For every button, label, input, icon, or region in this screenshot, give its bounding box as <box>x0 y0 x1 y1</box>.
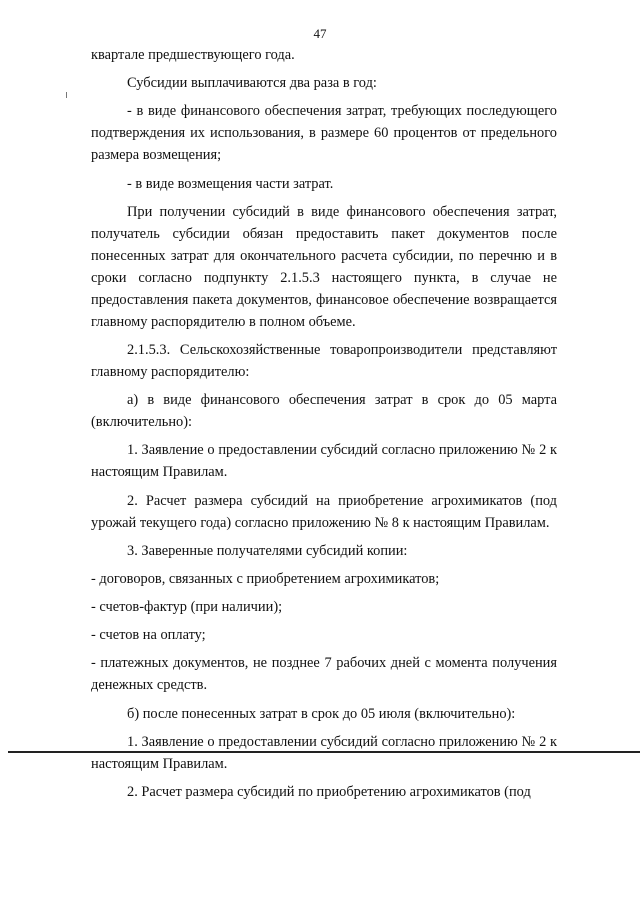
paragraph-subitem-b: б) после понесенных затрат в срок до 05 июля (включительно): <box>127 705 516 722</box>
paragraph-subsidy-payment-schedule: Субсидии выплачиваются два раза в год: <box>127 75 377 92</box>
paragraph-b-item-2: 2. Расчет размера субсидий по приобретению агрохимикатов (под <box>127 784 531 800</box>
list-item-payment-documents: - платежных документов, не позднее 7 рабочих дней с момента получения денежных средств. <box>91 655 557 694</box>
paragraph-section-2-1-5-3: 2.1.5.3. Сельскохозяйственные товаропроизводители представляют главному распорядителю: <box>91 341 557 380</box>
list-item-invoices: - счетов-фактур (при наличии); <box>91 599 283 616</box>
paragraph-financial-provision-item: - в виде финансового обеспечения затрат, требующих последующего подтверждения их использования, в размере 60 процентов от предельного размера возмещения; <box>91 103 557 164</box>
paragraph-documents-obligation: При получении субсидий в виде финансового обеспечения затрат, получатель субсидии обязан предоставить пакет документов после понесенных затрат для окончательного расчета субсидии, по перечню и в сроки согласно подпункту 2.1.5.3 настоящего пункта, в случае не предоставления пакета документов, финансовое обеспечение возвращается главному распорядителю в полном объеме. <box>91 203 557 330</box>
page-number: 47 <box>313 26 327 41</box>
paragraph-a-item-1: 1. Заявление о предоставлении субсидий согласно приложению № 2 к настоящим Правилам. <box>91 442 557 481</box>
bottom-divider <box>8 751 640 753</box>
paragraph-a-item-3: 3. Заверенные получателями субсидий копии: <box>127 542 408 559</box>
paragraph-a-item-2: 2. Расчет размера субсидий на приобретение агрохимикатов (под урожай текущего года) согласно приложению № 8 к настоящим Правилам. <box>91 492 557 531</box>
paragraph-reimbursement-item: - в виде возмещения части затрат. <box>127 175 334 192</box>
paragraph-b-item-1: 1. Заявление о предоставлении субсидий согласно приложению № 2 к настоящим Правилам. <box>91 733 557 772</box>
list-item-contracts: - договоров, связанных с приобретением агрохимикатов; <box>91 570 440 587</box>
margin-mark <box>66 92 67 98</box>
document-body <box>91 44 557 809</box>
paragraph-continuation: кварталe предшествующего года. <box>91 47 295 63</box>
list-item-payment-bills: - счетов на оплату; <box>91 627 206 644</box>
paragraph-subitem-a: а) в виде финансового обеспечения затрат в срок до 05 марта (включительно): <box>91 392 557 431</box>
